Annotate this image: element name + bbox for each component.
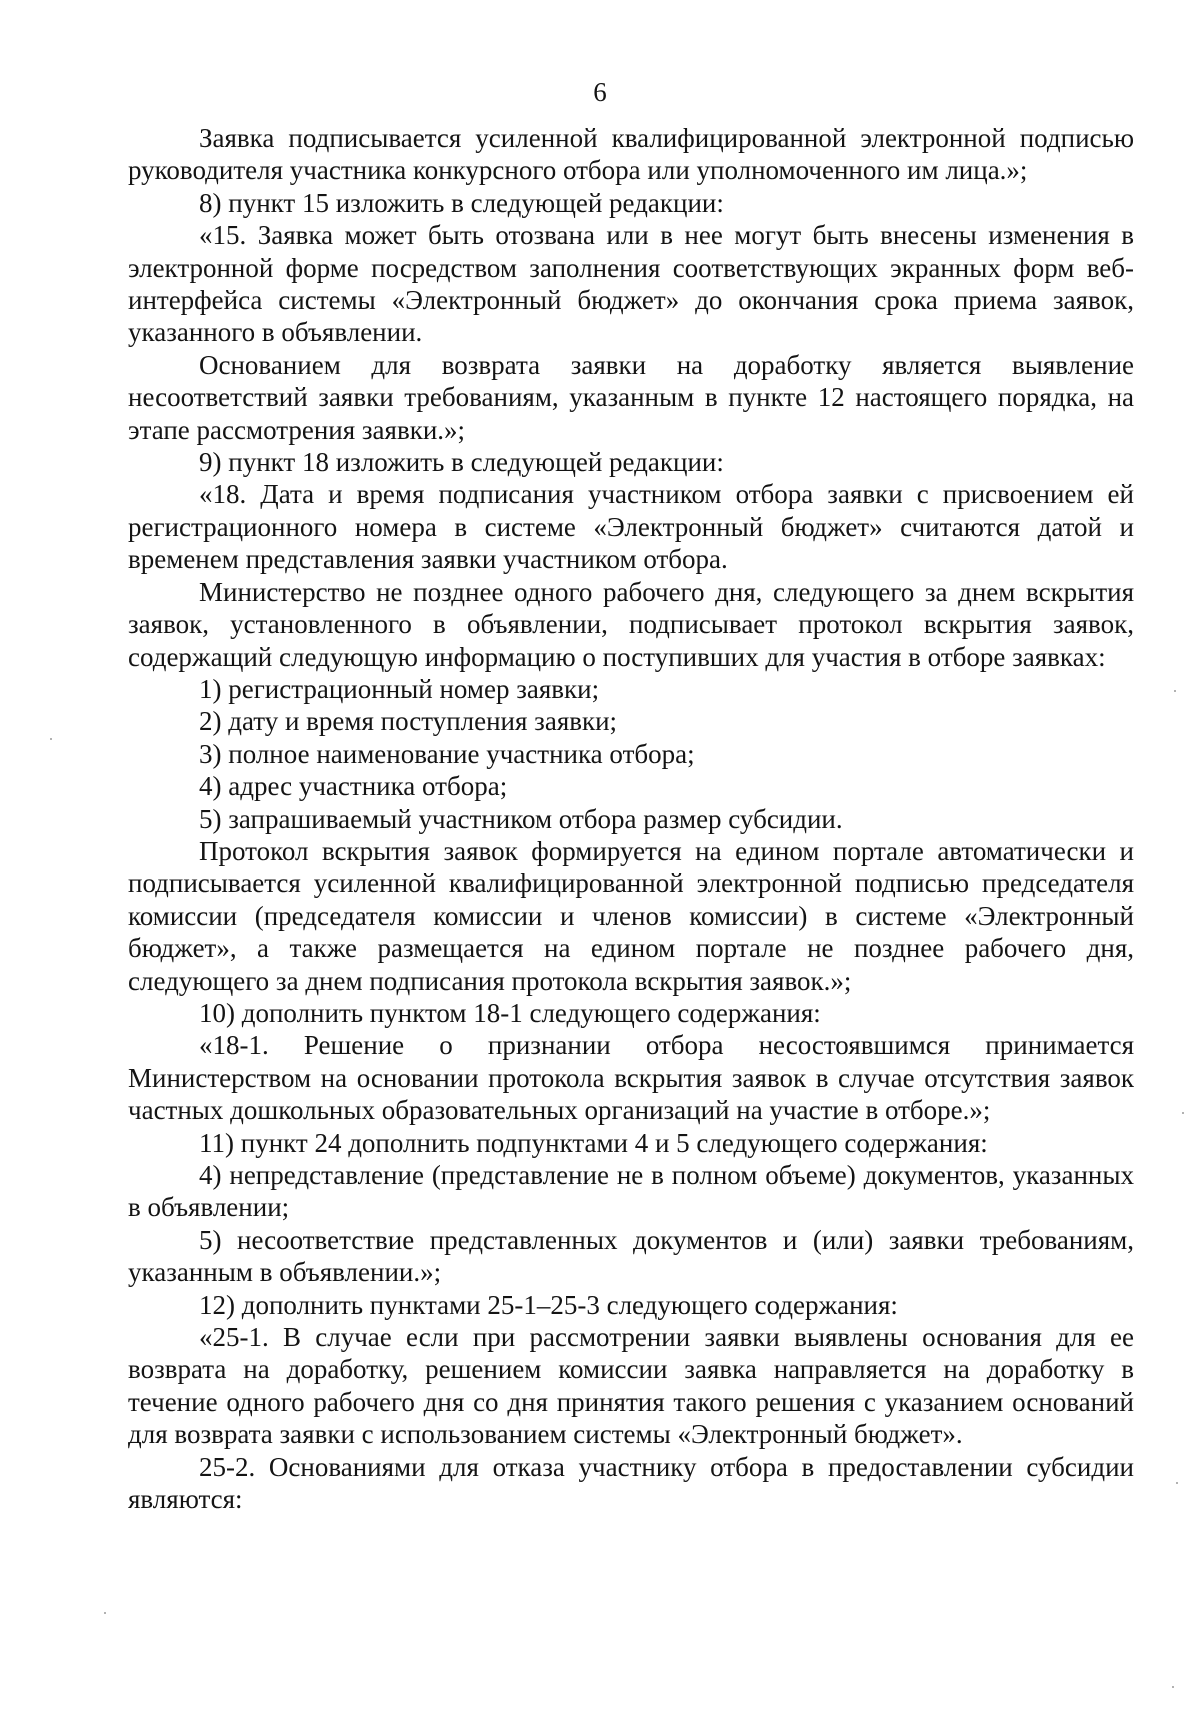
scan-speck [1182,1112,1184,1114]
paragraph-clause-25-2: 25-2. Основаниями для отказа участнику отбора в предоставлении субсидии являются: [128,1451,1134,1515]
scan-speck [1172,1686,1174,1688]
paragraph-ministry-protocol: Министерство не позднее одного рабочего дня, следующего за днем вскрытия заявок, установленного в объявлении, подписывает протокол вскрытия заявок, содержащий следующую информацию о поступивших для участия в отборе заявках: [128,576,1134,672]
paragraph-subitem-4: 4) непредставление (представление не в полном объеме) документов, указанных в объявлении; [128,1160,1134,1223]
list-item-date-time: 2) дату и время поступления заявки; [199,706,618,737]
paragraph-item-11: 11) пункт 24 дополнить подпунктами 4 и 5 следующего содержания: [199,1127,988,1158]
paragraph-clause-15: «15. Заявка может быть отозвана или в нее могут быть внесены изменения в электронной форме посредством заполнения соответствующих экранных форм веб-интерфейса системы «Электронный бюджет» до окончания срока приема заявок, указанного в объявлении. [128,220,1134,348]
paragraph-item-8: 8) пункт 15 изложить в следующей редакции: [199,187,724,218]
paragraph-return-grounds: Основанием для возврата заявки на доработку является выявление несоответствий заявки требованиям, указанным в пункте 12 настоящего порядка, на этапе рассмотрения заявки.»; [128,349,1134,445]
paragraph-item-12: 12) дополнить пунктами 25-1–25-3 следующего содержания: [199,1289,898,1320]
paragraph-clause-25-1: «25-1. В случае если при рассмотрении заявки выявлены основания для ее возврата на доработку, решением комиссии заявка направляется на доработку в течение одного рабочего дня со дня принятия такого решения с указанием оснований для возврата заявки с использованием системы «Электронный бюджет». [128,1322,1134,1450]
paragraph-subitem-5: 5) несоответствие представленных документов и (или) заявки требованиям, указанным в объявлении.»; [128,1224,1134,1288]
list-item-address: 4) адрес участника отбора; [199,771,508,802]
list-item-registration-number: 1) регистрационный номер заявки; [199,673,600,704]
scan-speck [104,1612,106,1614]
scan-speck [50,738,52,740]
paragraph-item-10: 10) дополнить пунктом 18-1 следующего содержания: [199,997,821,1028]
list-item-full-name: 3) полное наименование участника отбора; [199,738,695,769]
paragraph-item-9: 9) пункт 18 изложить в следующей редакции: [199,447,724,478]
paragraph-signature-requirement: Заявка подписывается усиленной квалифицированной электронной подписью руководителя участника конкурсного отбора или уполномоченного им лица.»; [128,123,1134,186]
scan-speck [1174,690,1176,692]
paragraph-protocol-formation: Протокол вскрытия заявок формируется на едином портале автоматически и подписывается усиленной квалифицированной электронной подписью председателя комиссии (председателя комиссии и членов комиссии) в системе «Электронный бюджет», а также размещается на едином портале не позднее рабочего дня, следующего за днем подписания протокола вскрытия заявок.»; [128,835,1134,996]
paragraph-clause-18-1: «18-1. Решение о признании отбора несостоявшимся принимается Министерством на основании протокола вскрытия заявок в случае отсутствия заявок частных дошкольных образовательных организаций на участие в отборе.»; [128,1030,1134,1126]
scan-speck [1176,1482,1178,1484]
page-number: 6 [593,77,607,107]
document-body [128,122,1134,1515]
list-item-subsidy-amount: 5) запрашиваемый участником отбора размер субсидии. [199,803,843,834]
paragraph-clause-18: «18. Дата и время подписания участником отбора заявки с присвоением ей регистрационного номера в системе «Электронный бюджет» считаются датой и временем представления заявки участником отбора. [128,479,1134,575]
